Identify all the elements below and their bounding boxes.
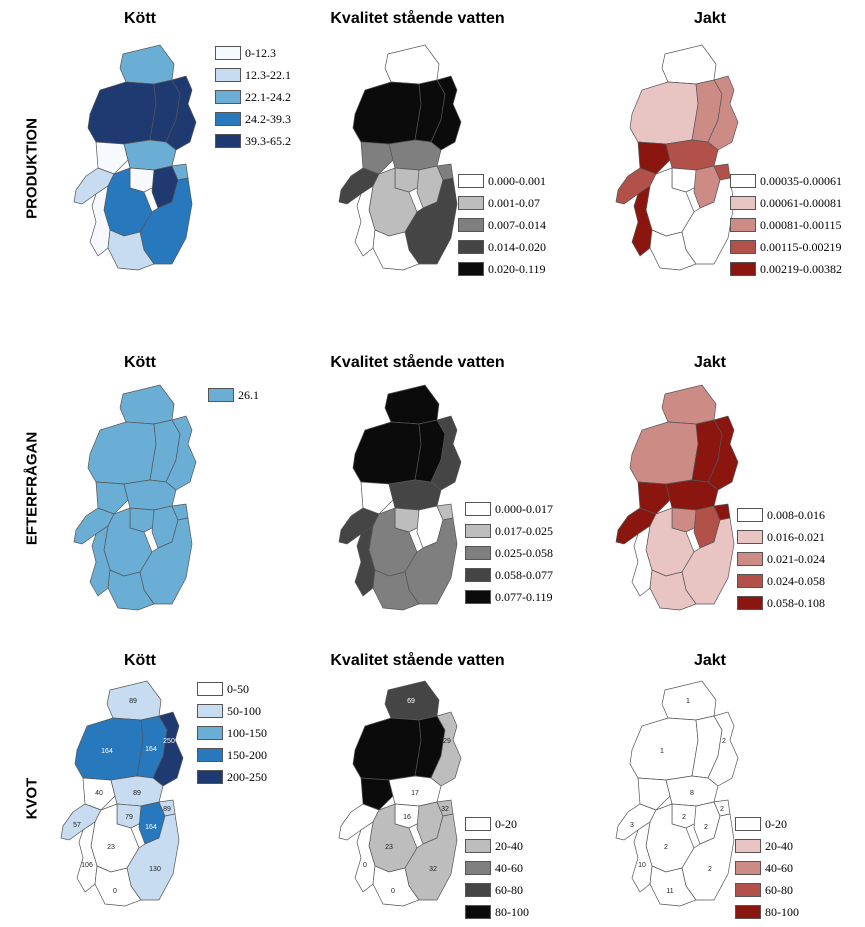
legend-swatch [197, 682, 223, 696]
legend-swatch [208, 388, 234, 402]
legend-label: 40-60 [765, 860, 793, 875]
legend-swatch [730, 262, 756, 276]
region-value-label: 1 [660, 748, 664, 755]
region-value-label: 69 [407, 698, 415, 705]
legend-swatch [735, 883, 761, 897]
legend-item [215, 108, 291, 130]
legend-item [735, 857, 799, 879]
title-eft-kott: Kött [124, 354, 156, 371]
region-value-label: 0 [391, 888, 395, 895]
legend-item [465, 857, 529, 879]
legend-swatch [737, 574, 763, 588]
legend-kvot-vatten [465, 813, 529, 923]
legend-swatch [458, 262, 484, 276]
region-value-label: 79 [125, 814, 133, 821]
legend-label: 0.016-0.021 [767, 529, 825, 544]
legend-item [465, 542, 553, 564]
region-value-label: 17 [411, 790, 419, 797]
legend-swatch [465, 817, 491, 831]
map-eft-jakt [610, 382, 740, 612]
region-value-label: 2 [664, 844, 668, 851]
map-eft-kott [68, 382, 198, 612]
legend-item [737, 526, 825, 548]
legend-item [458, 236, 546, 258]
legend-swatch [215, 68, 241, 82]
legend-swatch [458, 174, 484, 188]
legend-item [197, 744, 267, 766]
legend-label: 0.014-0.020 [488, 239, 546, 254]
row-label-efterfragan: EFTERFRÅGAN [23, 431, 41, 546]
legend-label: 40-60 [495, 860, 523, 875]
legend-swatch [737, 596, 763, 610]
legend-item [730, 236, 842, 258]
legend-swatch [735, 817, 761, 831]
legend-swatch [465, 590, 491, 604]
legend-item [737, 570, 825, 592]
title-prod-jakt: Jakt [693, 10, 727, 27]
legend-label: 0.007-0.014 [488, 217, 546, 232]
legend-label: 50-100 [227, 703, 261, 718]
region-value-label: 32 [441, 806, 449, 813]
legend-item [735, 879, 799, 901]
legend-swatch [735, 905, 761, 919]
legend-swatch [458, 240, 484, 254]
map-region [353, 718, 421, 780]
legend-prod-jakt [730, 170, 842, 280]
legend-item [215, 42, 291, 64]
legend-label: 0-12.3 [245, 45, 276, 60]
region-value-label: 250 [163, 738, 175, 745]
title-kvot-jakt: Jakt [693, 652, 727, 669]
region-value-label: 10 [638, 862, 646, 869]
legend-label: 0-20 [765, 816, 787, 831]
legend-swatch [215, 90, 241, 104]
map-region [666, 140, 718, 170]
map-region [385, 45, 439, 84]
legend-item [465, 520, 553, 542]
title-eft-vatten: Kvalitet stående vatten [330, 354, 505, 371]
legend-swatch [735, 839, 761, 853]
legend-label: 0.000-0.017 [495, 501, 553, 516]
legend-label: 0.025-0.058 [495, 545, 553, 560]
legend-kvot-jakt [735, 813, 799, 923]
legend-item [465, 813, 529, 835]
map-region [630, 422, 698, 484]
legend-item [465, 564, 553, 586]
region-value-label: 1 [686, 698, 690, 705]
legend-label: 0.008-0.016 [767, 507, 825, 522]
region-value-label: 106 [81, 862, 93, 869]
region-value-label: 2 [682, 814, 686, 821]
legend-prod-kott [215, 42, 291, 152]
legend-item [465, 901, 529, 923]
region-value-label: 2 [708, 866, 712, 873]
legend-swatch [215, 112, 241, 126]
title-kvot-vatten: Kvalitet stående vatten [330, 652, 505, 669]
legend-item [737, 504, 825, 526]
region-value-label: 89 [129, 698, 137, 705]
legend-label: 0.001-0.07 [488, 195, 540, 210]
region-value-label: 23 [385, 844, 393, 851]
region-value-label: 130 [149, 866, 161, 873]
legend-item [215, 130, 291, 152]
map-region [385, 385, 439, 424]
map-prod-vatten [333, 42, 463, 272]
legend-label: 0-20 [495, 816, 517, 831]
region-value-label: 0 [363, 862, 367, 869]
region-value-label: 2 [722, 738, 726, 745]
map-region [88, 82, 156, 144]
legend-label: 0-50 [227, 681, 249, 696]
legend-label: 20-40 [495, 838, 523, 853]
map-region [120, 45, 174, 84]
title-eft-jakt: Jakt [693, 354, 727, 371]
region-value-label: 2 [704, 824, 708, 831]
legend-swatch [215, 134, 241, 148]
legend-label: 0.00061-0.00081 [760, 195, 842, 210]
legend-item [730, 214, 842, 236]
legend-item [458, 258, 546, 280]
legend-label: 0.024-0.058 [767, 573, 825, 588]
legend-label: 60-80 [765, 882, 793, 897]
region-value-label: 57 [73, 822, 81, 829]
legend-label: 0.058-0.077 [495, 567, 553, 582]
legend-item [735, 813, 799, 835]
legend-swatch [197, 704, 223, 718]
map-region [662, 45, 716, 84]
title-prod-kott: Kött [124, 10, 156, 27]
legend-swatch [737, 530, 763, 544]
legend-item [215, 64, 291, 86]
legend-eft-jakt [737, 504, 825, 614]
legend-swatch [737, 552, 763, 566]
legend-label: 20-40 [765, 838, 793, 853]
title-kvot-kott: Kött [124, 652, 156, 669]
legend-eft-vatten [465, 498, 553, 608]
region-value-label: 89 [133, 790, 141, 797]
legend-item [735, 901, 799, 923]
legend-swatch [735, 861, 761, 875]
legend-item [730, 258, 842, 280]
legend-swatch [465, 502, 491, 516]
legend-swatch [458, 196, 484, 210]
legend-label: 0.00081-0.00115 [760, 217, 842, 232]
title-prod-vatten: Kvalitet stående vatten [330, 10, 505, 27]
row-label-produktion: PRODUKTION [23, 118, 41, 219]
legend-item [465, 586, 553, 608]
map-region [353, 422, 421, 484]
legend-swatch [458, 218, 484, 232]
legend-label: 24.2-39.3 [245, 111, 291, 126]
legend-item [215, 86, 291, 108]
map-prod-jakt [610, 42, 740, 272]
legend-label: 0.00115-0.00219 [760, 239, 842, 254]
legend-item [197, 766, 267, 788]
map-region [630, 82, 698, 144]
legend-item [458, 170, 546, 192]
region-value-label: 23 [107, 844, 115, 851]
legend-label: 22.1-24.2 [245, 89, 291, 104]
region-value-label: 32 [429, 866, 437, 873]
legend-label: 0.058-0.108 [767, 595, 825, 610]
region-value-label: 0 [113, 888, 117, 895]
map-region [662, 385, 716, 424]
legend-label: 0.000-0.001 [488, 173, 546, 188]
region-value-label: 11 [666, 888, 674, 895]
region-value-label: 164 [145, 824, 157, 831]
legend-item [197, 700, 267, 722]
legend-swatch [465, 568, 491, 582]
row-label-kvot: KVOT [23, 777, 41, 820]
map-region [666, 480, 718, 510]
region-value-label: 2 [720, 806, 724, 813]
map-kvot-jakt [610, 678, 740, 908]
legend-swatch [197, 770, 223, 784]
map-region [120, 385, 174, 424]
legend-label: 0.017-0.025 [495, 523, 553, 538]
legend-swatch [465, 861, 491, 875]
legend-label: 0.021-0.024 [767, 551, 825, 566]
legend-label: 0.00035-0.00061 [760, 173, 842, 188]
legend-item [737, 548, 825, 570]
legend-prod-vatten [458, 170, 546, 280]
legend-label: 150-200 [227, 747, 267, 762]
legend-item [465, 879, 529, 901]
legend-swatch [215, 46, 241, 60]
region-value-label: 3 [630, 822, 634, 829]
legend-label: 60-80 [495, 882, 523, 897]
map-region [124, 480, 176, 510]
region-value-label: 16 [403, 814, 411, 821]
region-value-label: 40 [95, 790, 103, 797]
map-region [124, 140, 176, 170]
map-kvot-vatten [333, 678, 463, 908]
legend-label: 80-100 [495, 904, 529, 919]
legend-label: 100-150 [227, 725, 267, 740]
legend-swatch [730, 174, 756, 188]
region-value-label: 164 [145, 746, 157, 753]
legend-item [458, 214, 546, 236]
map-region [353, 82, 421, 144]
map-region [389, 480, 441, 510]
region-value-label: 29 [443, 738, 451, 745]
legend-item [458, 192, 546, 214]
map-region [630, 718, 698, 780]
legend-swatch [465, 905, 491, 919]
legend-swatch [465, 839, 491, 853]
legend-swatch [730, 218, 756, 232]
legend-swatch [465, 524, 491, 538]
legend-swatch [737, 508, 763, 522]
legend-item [735, 835, 799, 857]
legend-label: 12.3-22.1 [245, 67, 291, 82]
legend-label: 0.00219-0.00382 [760, 261, 842, 276]
legend-item [465, 835, 529, 857]
legend-item [208, 384, 259, 406]
map-eft-vatten [333, 382, 463, 612]
legend-item [737, 592, 825, 614]
legend-swatch [197, 726, 223, 740]
legend-kvot-kott [197, 678, 267, 788]
legend-item [465, 498, 553, 520]
legend-item [730, 170, 842, 192]
region-value-label: 8 [690, 790, 694, 797]
legend-item [197, 722, 267, 744]
legend-label: 0.077-0.119 [495, 589, 553, 604]
legend-label: 26.1 [238, 387, 259, 402]
legend-swatch [465, 883, 491, 897]
legend-swatch [465, 546, 491, 560]
legend-swatch [730, 196, 756, 210]
legend-label: 0.020-0.119 [488, 261, 546, 276]
map-region [88, 422, 156, 484]
region-value-label: 89 [163, 806, 171, 813]
legend-item [197, 678, 267, 700]
legend-item [730, 192, 842, 214]
legend-label: 200-250 [227, 769, 267, 784]
region-value-label: 164 [101, 748, 113, 755]
legend-eft-kott [208, 384, 259, 406]
map-kvot-kott [55, 678, 185, 908]
legend-swatch [730, 240, 756, 254]
legend-swatch [197, 748, 223, 762]
map-prod-kott [68, 42, 198, 272]
legend-label: 80-100 [765, 904, 799, 919]
map-region [389, 140, 441, 170]
legend-label: 39.3-65.2 [245, 133, 291, 148]
